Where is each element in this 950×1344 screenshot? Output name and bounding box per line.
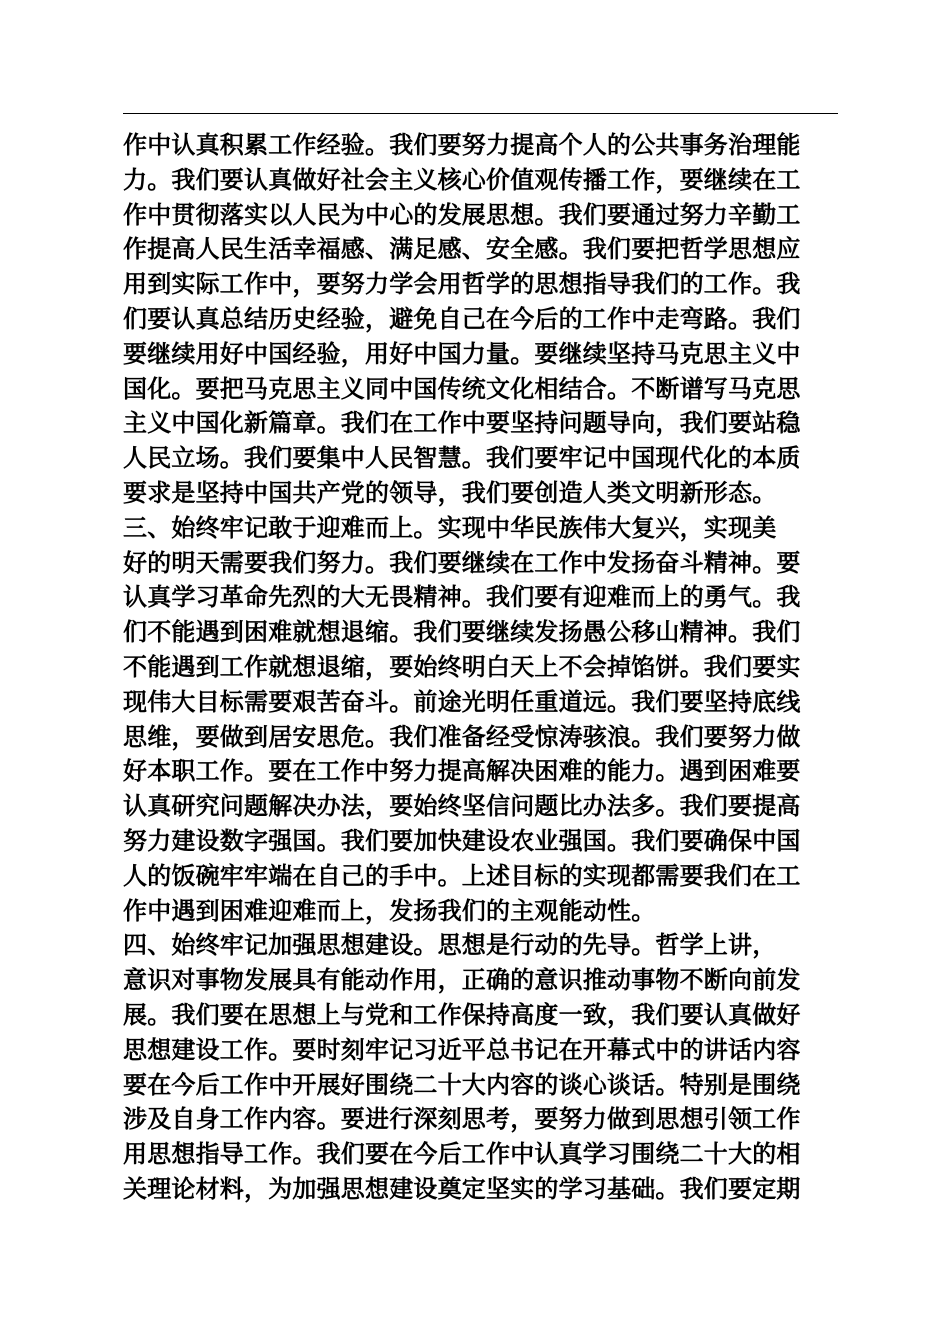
text-line: 人的饭碗牢牢端在自己的手中。上述目标的实现都需要我们在工	[123, 861, 801, 890]
text-line: 要在今后工作中开展好围绕二十大内容的谈心谈话。特别是围绕	[123, 1070, 801, 1099]
text-line: 们要认真总结历史经验，避免自己在今后的工作中走弯路。我们	[123, 304, 801, 333]
text-line: 国化。要把马克思主义同中国传统文化相结合。不断谱写马克思	[123, 374, 801, 403]
text-line: 涉及自身工作内容。要进行深刻思考，要努力做到思想引领工作	[123, 1105, 801, 1134]
section-heading-line: 四、始终牢记加强思想建设。思想是行动的先导。哲学上讲，	[123, 931, 777, 960]
text-line: 思维，要做到居安思危。我们准备经受惊涛骇浪。我们要努力做	[123, 722, 801, 751]
text-line: 努力建设数字强国。我们要加快建设农业强国。我们要确保中国	[123, 826, 801, 855]
text-line: 意识对事物发展具有能动作用，正确的意识推动事物不断向前发	[123, 966, 801, 995]
text-line: 好的明天需要我们努力。我们要继续在工作中发扬奋斗精神。要	[123, 548, 801, 577]
text-line: 现伟大目标需要艰苦奋斗。前途光明任重道远。我们要坚持底线	[123, 687, 801, 716]
document-body	[123, 128, 843, 1207]
text-line: 不能遇到工作就想退缩，要始终明白天上不会掉馅饼。我们要实	[123, 652, 801, 681]
text-line: 要继续用好中国经验，用好中国力量。要继续坚持马克思主义中	[123, 339, 801, 368]
text-line: 作中认真积累工作经验。我们要努力提高个人的公共事务治理能	[123, 131, 801, 159]
section-heading-line: 三、始终牢记敢于迎难而上。实现中华民族伟大复兴，实现美	[123, 513, 777, 542]
text-line: 主义中国化新篇章。我们在工作中要坚持问题导向，我们要站稳	[123, 409, 801, 438]
text-line: 力。我们要认真做好社会主义核心价值观传播工作，要继续在工	[123, 165, 801, 194]
text-line: 好本职工作。要在工作中努力提高解决困难的能力。遇到困难要	[123, 757, 801, 786]
text-line: 要求是坚持中国共产党的领导，我们要创造人类文明新形态。	[123, 478, 777, 507]
text-line: 认真研究问题解决办法，要始终坚信问题比办法多。我们要提高	[123, 792, 801, 821]
text-line: 展。我们要在思想上与党和工作保持高度一致，我们要认真做好	[123, 1000, 801, 1029]
text-line: 作中遇到困难迎难而上，发扬我们的主观能动性。	[123, 896, 656, 925]
text-line: 思想建设工作。要时刻牢记习近平总书记在开幕式中的讲话内容	[123, 1035, 801, 1064]
text-line: 用到实际工作中，要努力学会用哲学的思想指导我们的工作。我	[123, 270, 801, 299]
text-line: 认真学习革命先烈的大无畏精神。我们要有迎难而上的勇气。我	[123, 583, 801, 612]
text-line: 关理论材料，为加强思想建设奠定坚实的学习基础。我们要定期	[123, 1174, 801, 1203]
header-rule	[123, 113, 838, 114]
text-line: 人民立场。我们要集中人民智慧。我们要牢记中国现代化的本质	[123, 444, 801, 473]
text-line: 们不能遇到困难就想退缩。我们要继续发扬愚公移山精神。我们	[123, 618, 801, 647]
text-line: 作中贯彻落实以人民为中心的发展思想。我们要通过努力辛勤工	[123, 200, 801, 229]
text-line: 作提高人民生活幸福感、满足感、安全感。我们要把哲学思想应	[123, 235, 801, 264]
text-line: 用思想指导工作。我们要在今后工作中认真学习围绕二十大的相	[123, 1140, 801, 1169]
